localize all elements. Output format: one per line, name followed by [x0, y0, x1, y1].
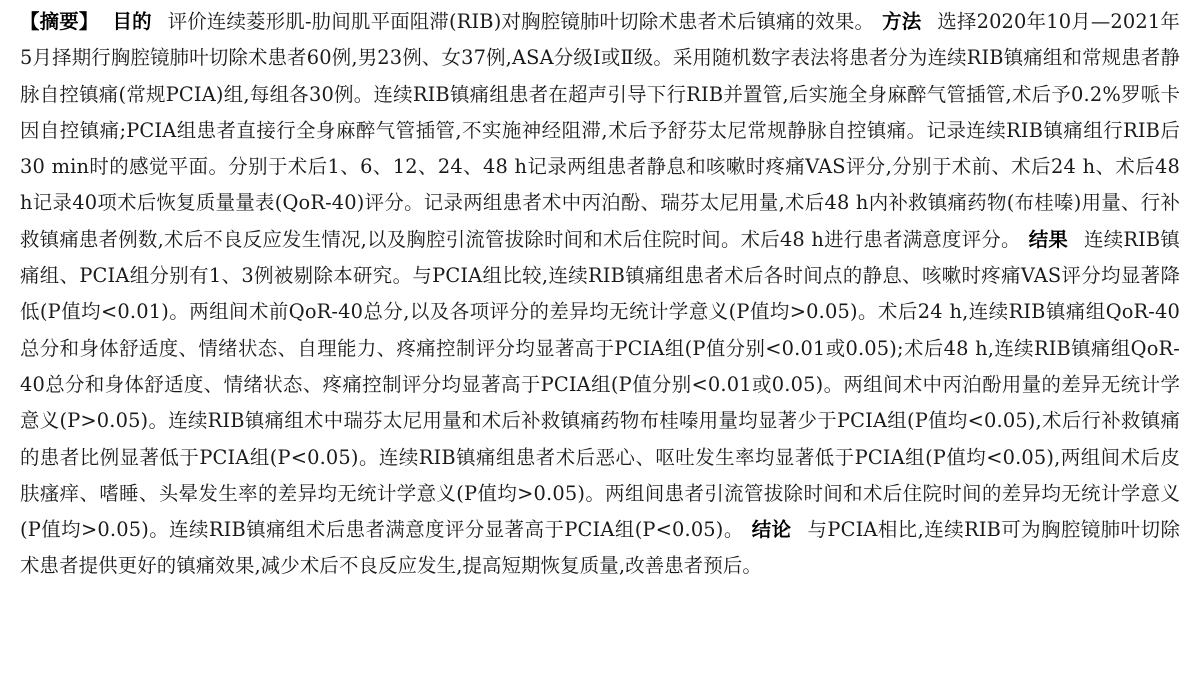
conclusion-heading: 结论	[751, 518, 792, 542]
results-heading: 结果	[1028, 227, 1069, 251]
objective-heading: 目的	[112, 10, 152, 33]
abstract-paragraph	[20, 4, 1180, 585]
objective-text: 评价连续菱形肌-肋间肌平面阻滞(RIB)对胸腔镜肺叶切除术患者术后镇痛的效果。	[167, 10, 875, 33]
conclusion-text: 与PCIA相比,连续RIB可为胸腔镜肺叶切除术患者提供更好的镇痛效果,减少术后不良反应发生,提高短期恢复质量,改善患者预后。	[20, 518, 1180, 578]
results-text: 连续RIB镇痛组、PCIA组分别有1、3例被剔除本研究。与PCIA组比较,连续RIB镇痛组患者术后各时间点的静息、咳嗽时疼痛VAS评分均显著降低(P值均<0.01)。两组间术前QoR-40总分,以及各项评分的差异均无统计学意义(P值均>0.05)。术后24 h,连续RIB镇痛组QoR-40总分和身体舒适度、情绪状态、自理能力、疼痛控制评分均显著高于PCIA组(P值分别<0.01或0.05);术后48 h,连续RIB镇痛组QoR-40总分和身体舒适度、情绪状态、疼痛控制评分均显著高于PCIA组(P值分别<0.01或0.05)。两组间术中丙泊酚用量的差异无统计学意义(P>0.05)。连续RIB镇痛组术中瑞芬太尼用量和术后补救镇痛药物布桂嗪用量均显著少于PCIA组(P值均<0.05),术后行补救镇痛的患者比例显著低于PCIA组(P<0.05)。连续RIB镇痛组患者术后恶心、呕吐发生率均显著低于PCIA组(P值均<0.05),两组间术后皮肤瘙痒、嗜睡、头晕发生率的差异均无统计学意义(P值均>0.05)。两组间患者引流管拔除时间和术后住院时间的差异均无统计学意义(P值均>0.05)。连续RIB镇痛组术后患者满意度评分显著高于PCIA组(P<0.05)。	[20, 227, 1180, 542]
methods-heading: 方法	[882, 10, 922, 33]
methods-text: 选择2020年10月—2021年5月择期行胸腔镜肺叶切除术患者60例,男23例、女37例,ASA分级Ⅰ或Ⅱ级。采用随机数字表法将患者分为连续RIB镇痛组和常规患者静脉自控镇痛(常规PCIA)组,每组各30例。连续RIB镇痛组患者在超声引导下行RIB并置管,后实施全身麻醉气管插管,术后予0.2%罗哌卡因自控镇痛;PCIA组患者直接行全身麻醉气管插管,不实施神经阻滞,术后予舒芬太尼常规静脉自控镇痛。记录连续RIB镇痛组行RIB后30 min时的感觉平面。分别于术后1、6、12、24、48 h记录两组患者静息和咳嗽时疼痛VAS评分,分别于术前、术后24 h、术后48 h记录40项术后恢复质量量表(QoR-40)评分。记录两组患者术中丙泊酚、瑞芬太尼用量,术后48 h内补救镇痛药物(布桂嗪)用量、行补救镇痛患者例数,术后不良反应发生情况,以及胸腔引流管拔除时间和术后住院时间。术后48 h进行患者满意度评分。	[20, 10, 1180, 251]
abstract-label: 【摘要】	[20, 10, 99, 33]
